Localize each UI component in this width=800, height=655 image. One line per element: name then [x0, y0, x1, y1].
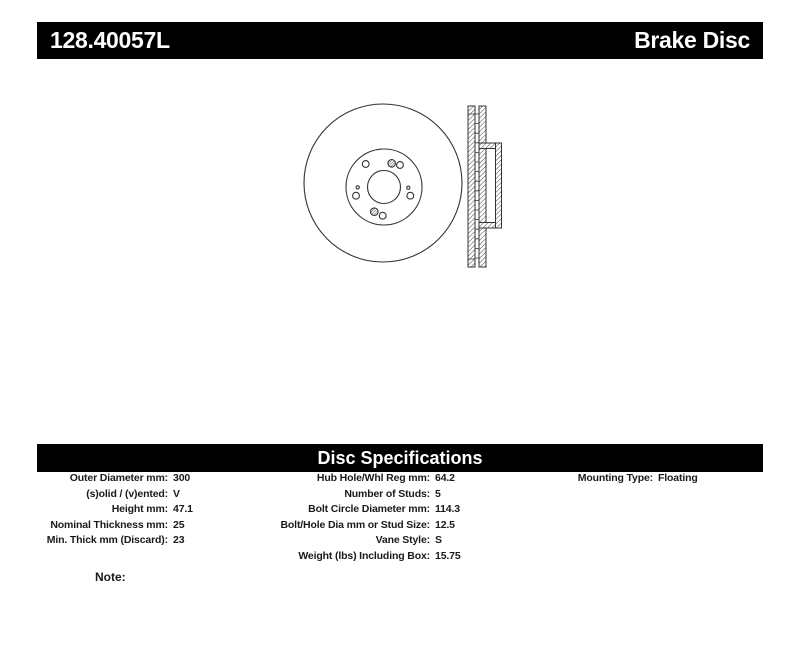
spec-row	[260, 502, 461, 518]
spec-label: Number of Studs:	[344, 487, 430, 500]
hat-hollow	[486, 149, 496, 223]
stud-hole	[397, 162, 404, 169]
spec-label: Weight (lbs) Including Box:	[298, 549, 430, 562]
note-label: Note:	[95, 570, 126, 584]
brake-disc-front-view	[304, 104, 462, 262]
spec-row	[260, 471, 461, 487]
spec-row	[34, 471, 193, 487]
spec-column-right	[540, 471, 698, 487]
spec-row	[34, 487, 193, 503]
drilled-hole	[388, 160, 396, 168]
outer-diameter-circle	[304, 104, 462, 262]
spec-column-left	[34, 471, 193, 549]
spec-label: Mounting Type:	[577, 472, 653, 484]
spec-value: 12.5	[435, 518, 455, 531]
header-bar	[37, 22, 763, 59]
spec-value: V	[173, 487, 180, 500]
spec-value: 47.1	[173, 503, 193, 515]
spec-value: 15.75	[435, 549, 461, 562]
spec-value: 300	[173, 472, 191, 484]
pilot-hole	[356, 186, 359, 189]
center-bore-circle	[368, 171, 401, 204]
spec-value: 5	[435, 487, 441, 500]
spec-value: 25	[173, 518, 185, 531]
spec-value: S	[435, 534, 442, 546]
spec-row	[260, 487, 461, 503]
spec-label: Outer Diameter mm:	[69, 472, 168, 484]
spec-column-middle	[260, 471, 461, 564]
stud-hole	[407, 192, 414, 199]
outer-friction-plate	[468, 106, 475, 267]
stud-hole	[379, 212, 386, 219]
stud-hole	[353, 192, 360, 199]
spec-row	[34, 518, 193, 534]
spec-label: (s)olid / (v)ented:	[86, 487, 168, 500]
spec-section-title: Disc Specifications	[317, 447, 483, 468]
spec-row	[540, 471, 698, 487]
product-title: Brake Disc	[634, 27, 750, 53]
inner-friction-plate	[479, 106, 486, 267]
spec-section-title-bar	[37, 444, 763, 472]
pilot-hole	[407, 186, 410, 189]
spec-label: Hub Hole/Whl Reg mm:	[316, 472, 430, 484]
technical-drawing	[280, 88, 512, 280]
spec-label: Nominal Thickness mm:	[50, 518, 168, 531]
hub-circle	[346, 149, 422, 225]
spec-value: 64.2	[435, 472, 455, 484]
drilled-hole	[371, 208, 379, 216]
stud-hole	[362, 161, 369, 168]
spec-value: 23	[173, 534, 185, 546]
spec-label: Height mm:	[111, 503, 168, 515]
spec-label: Bolt Circle Diameter mm:	[308, 503, 430, 515]
spec-label: Min. Thick mm (Discard):	[46, 534, 168, 546]
spec-label: Vane Style:	[375, 534, 430, 546]
spec-row	[34, 502, 193, 518]
spec-label: Bolt/Hole Dia mm or Stud Size:	[280, 518, 430, 531]
spec-value: 114.3	[435, 503, 460, 515]
spec-row	[260, 533, 461, 549]
spec-value: Floating	[658, 472, 698, 484]
part-number: 128.40057L	[50, 27, 170, 53]
spec-row	[260, 549, 461, 565]
spec-row	[34, 533, 193, 549]
hat-wall	[496, 143, 502, 228]
brake-disc-cross-section	[468, 106, 502, 267]
vent-vanes	[475, 114, 479, 258]
spec-row	[260, 518, 461, 534]
